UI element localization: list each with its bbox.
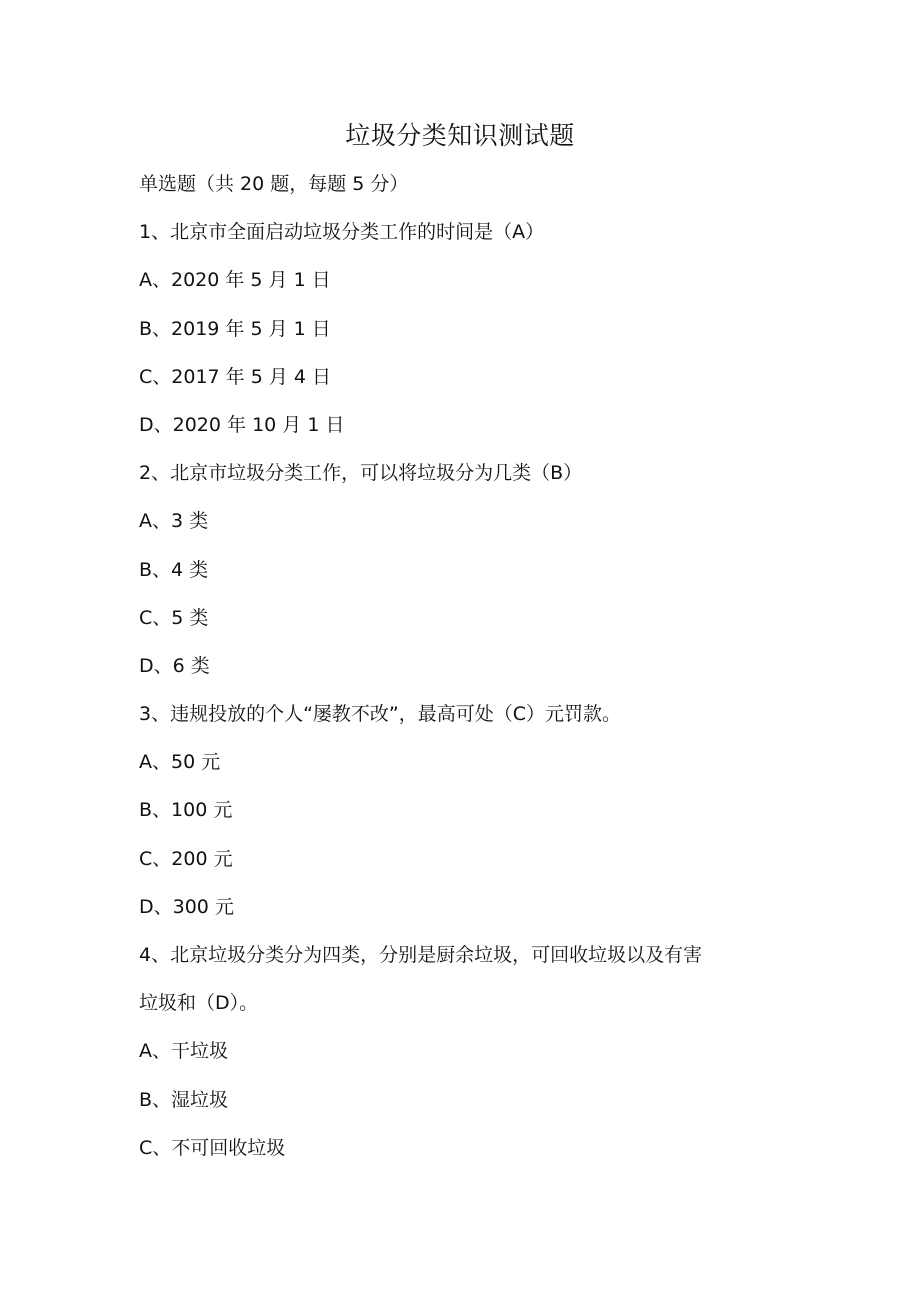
option-c: C、200 元	[139, 847, 233, 870]
question-stem-line-1: 4、北京垃圾分类分为四类，分别是厨余垃圾，可回收垃圾以及有害	[139, 944, 703, 966]
option-a: A、2020 年 5 月 1 日	[139, 269, 331, 292]
document-title: 垃圾分类知识测试题	[345, 121, 575, 150]
question-stem: 3、违规投放的个人“屡教不改”，最高可处（C）元罚款。	[139, 703, 622, 726]
question-3	[139, 690, 799, 931]
option-b: B、100 元	[139, 799, 233, 822]
option-a: A、50 元	[139, 751, 221, 774]
question-1	[139, 208, 799, 449]
question-2	[139, 449, 799, 690]
option-c: C、2017 年 5 月 4 日	[139, 365, 331, 388]
option-b: B、湿垃圾	[139, 1088, 229, 1111]
option-a: A、3 类	[139, 510, 209, 533]
option-d: D、2020 年 10 月 1 日	[139, 413, 345, 436]
option-b: B、2019 年 5 月 1 日	[139, 317, 331, 340]
section-header: 单选题（共 20 题，每题 5 分）	[139, 173, 409, 195]
question-stem: 2、北京市垃圾分类工作，可以将垃圾分为几类（B）	[139, 462, 583, 485]
option-d: D、300 元	[139, 895, 234, 918]
question-4	[139, 931, 799, 1172]
document-body	[139, 160, 799, 1172]
option-c: C、不可回收垃圾	[139, 1136, 286, 1159]
option-d: D、6 类	[139, 654, 210, 677]
question-stem: 1、北京市全面启动垃圾分类工作的时间是（A）	[139, 221, 545, 244]
question-stem-line-2: 垃圾和（D）。	[139, 992, 259, 1015]
option-c: C、5 类	[139, 606, 209, 629]
option-a: A、干垃圾	[139, 1040, 228, 1063]
option-b: B、4 类	[139, 558, 209, 581]
